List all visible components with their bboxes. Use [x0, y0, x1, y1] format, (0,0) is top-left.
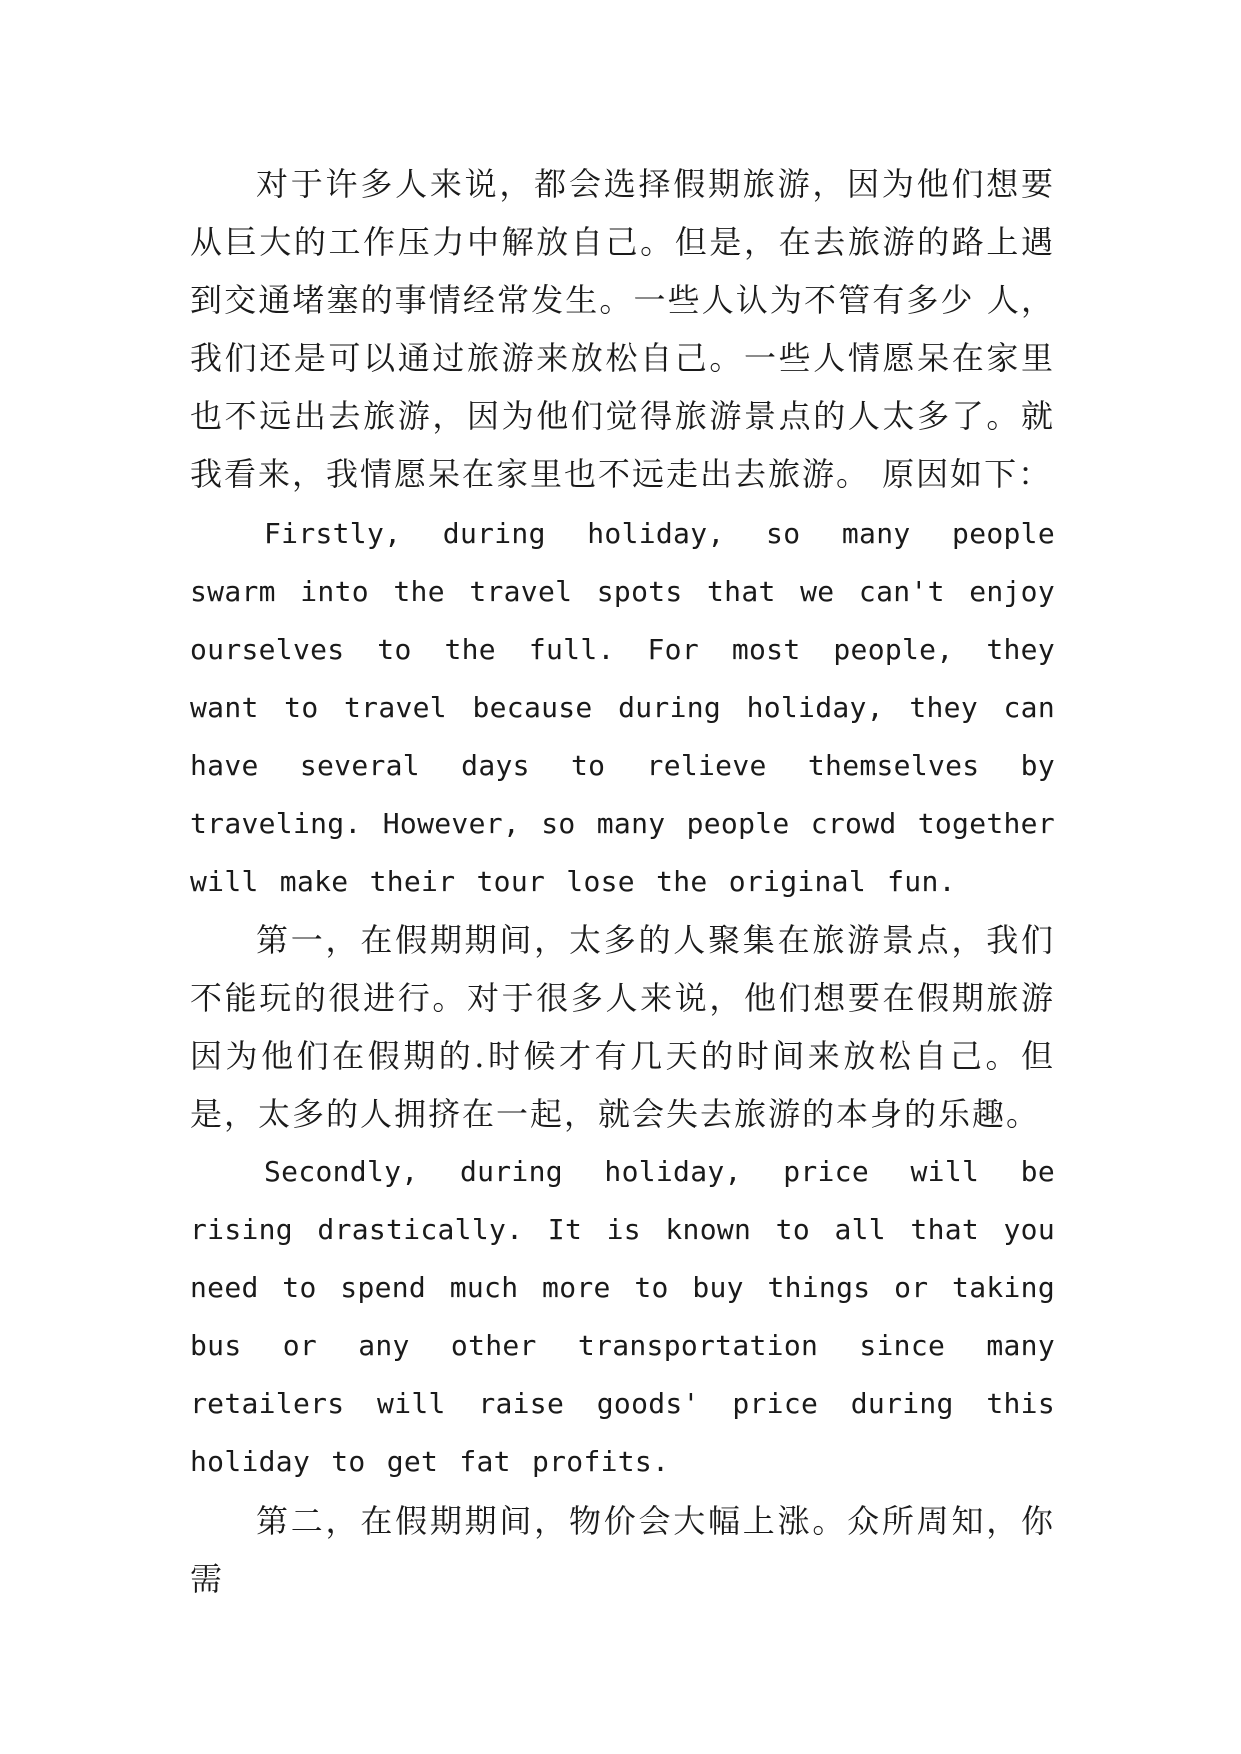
paragraph-firstly-english: Firstly, during holiday, so many people swarm into the travel spots that we can't enjoy ourselves to the full. For most people, they want to travel because during holiday, they can have several days to relieve themselves by traveling. However, so many people crowd together will make their tour lose the original fun.	[190, 517, 1055, 898]
paragraph-intro-chinese: 对于许多人来说，都会选择假期旅游，因为他们想要从巨大的工作压力中解放自己。但是，在去旅游的路上遇到交通堵塞的事情经常发生。一些人认为不管有多少 人，我们还是可以通过旅游来放松自己。一些人情愿呆在家里也不远出去旅游，因为他们觉得旅游景点的人太多了。就我看来，我情愿呆在家里也不远走出去旅游。 原因如下：	[190, 165, 1055, 493]
paragraph-secondly-chinese: 第二，在假期期间，物价会大幅上涨。众所周知，你需	[190, 1502, 1055, 1598]
paragraph-firstly-chinese: 第一，在假期期间，太多的人聚集在旅游景点，我们不能玩的很进行。对于很多人来说，他们想要在假期旅游因为他们在假期的.时候才有几天的时间来放松自己。但是，太多的人拥挤在一起，就会失去旅游的本身的乐趣。	[190, 921, 1055, 1133]
paragraph-secondly-english: Secondly, during holiday, price will be rising drastically. It is known to all that you need to spend much more to buy things or taking bus or any other transportation since many retailers will raise goods' price during this holiday to get fat profits.	[190, 1155, 1055, 1478]
